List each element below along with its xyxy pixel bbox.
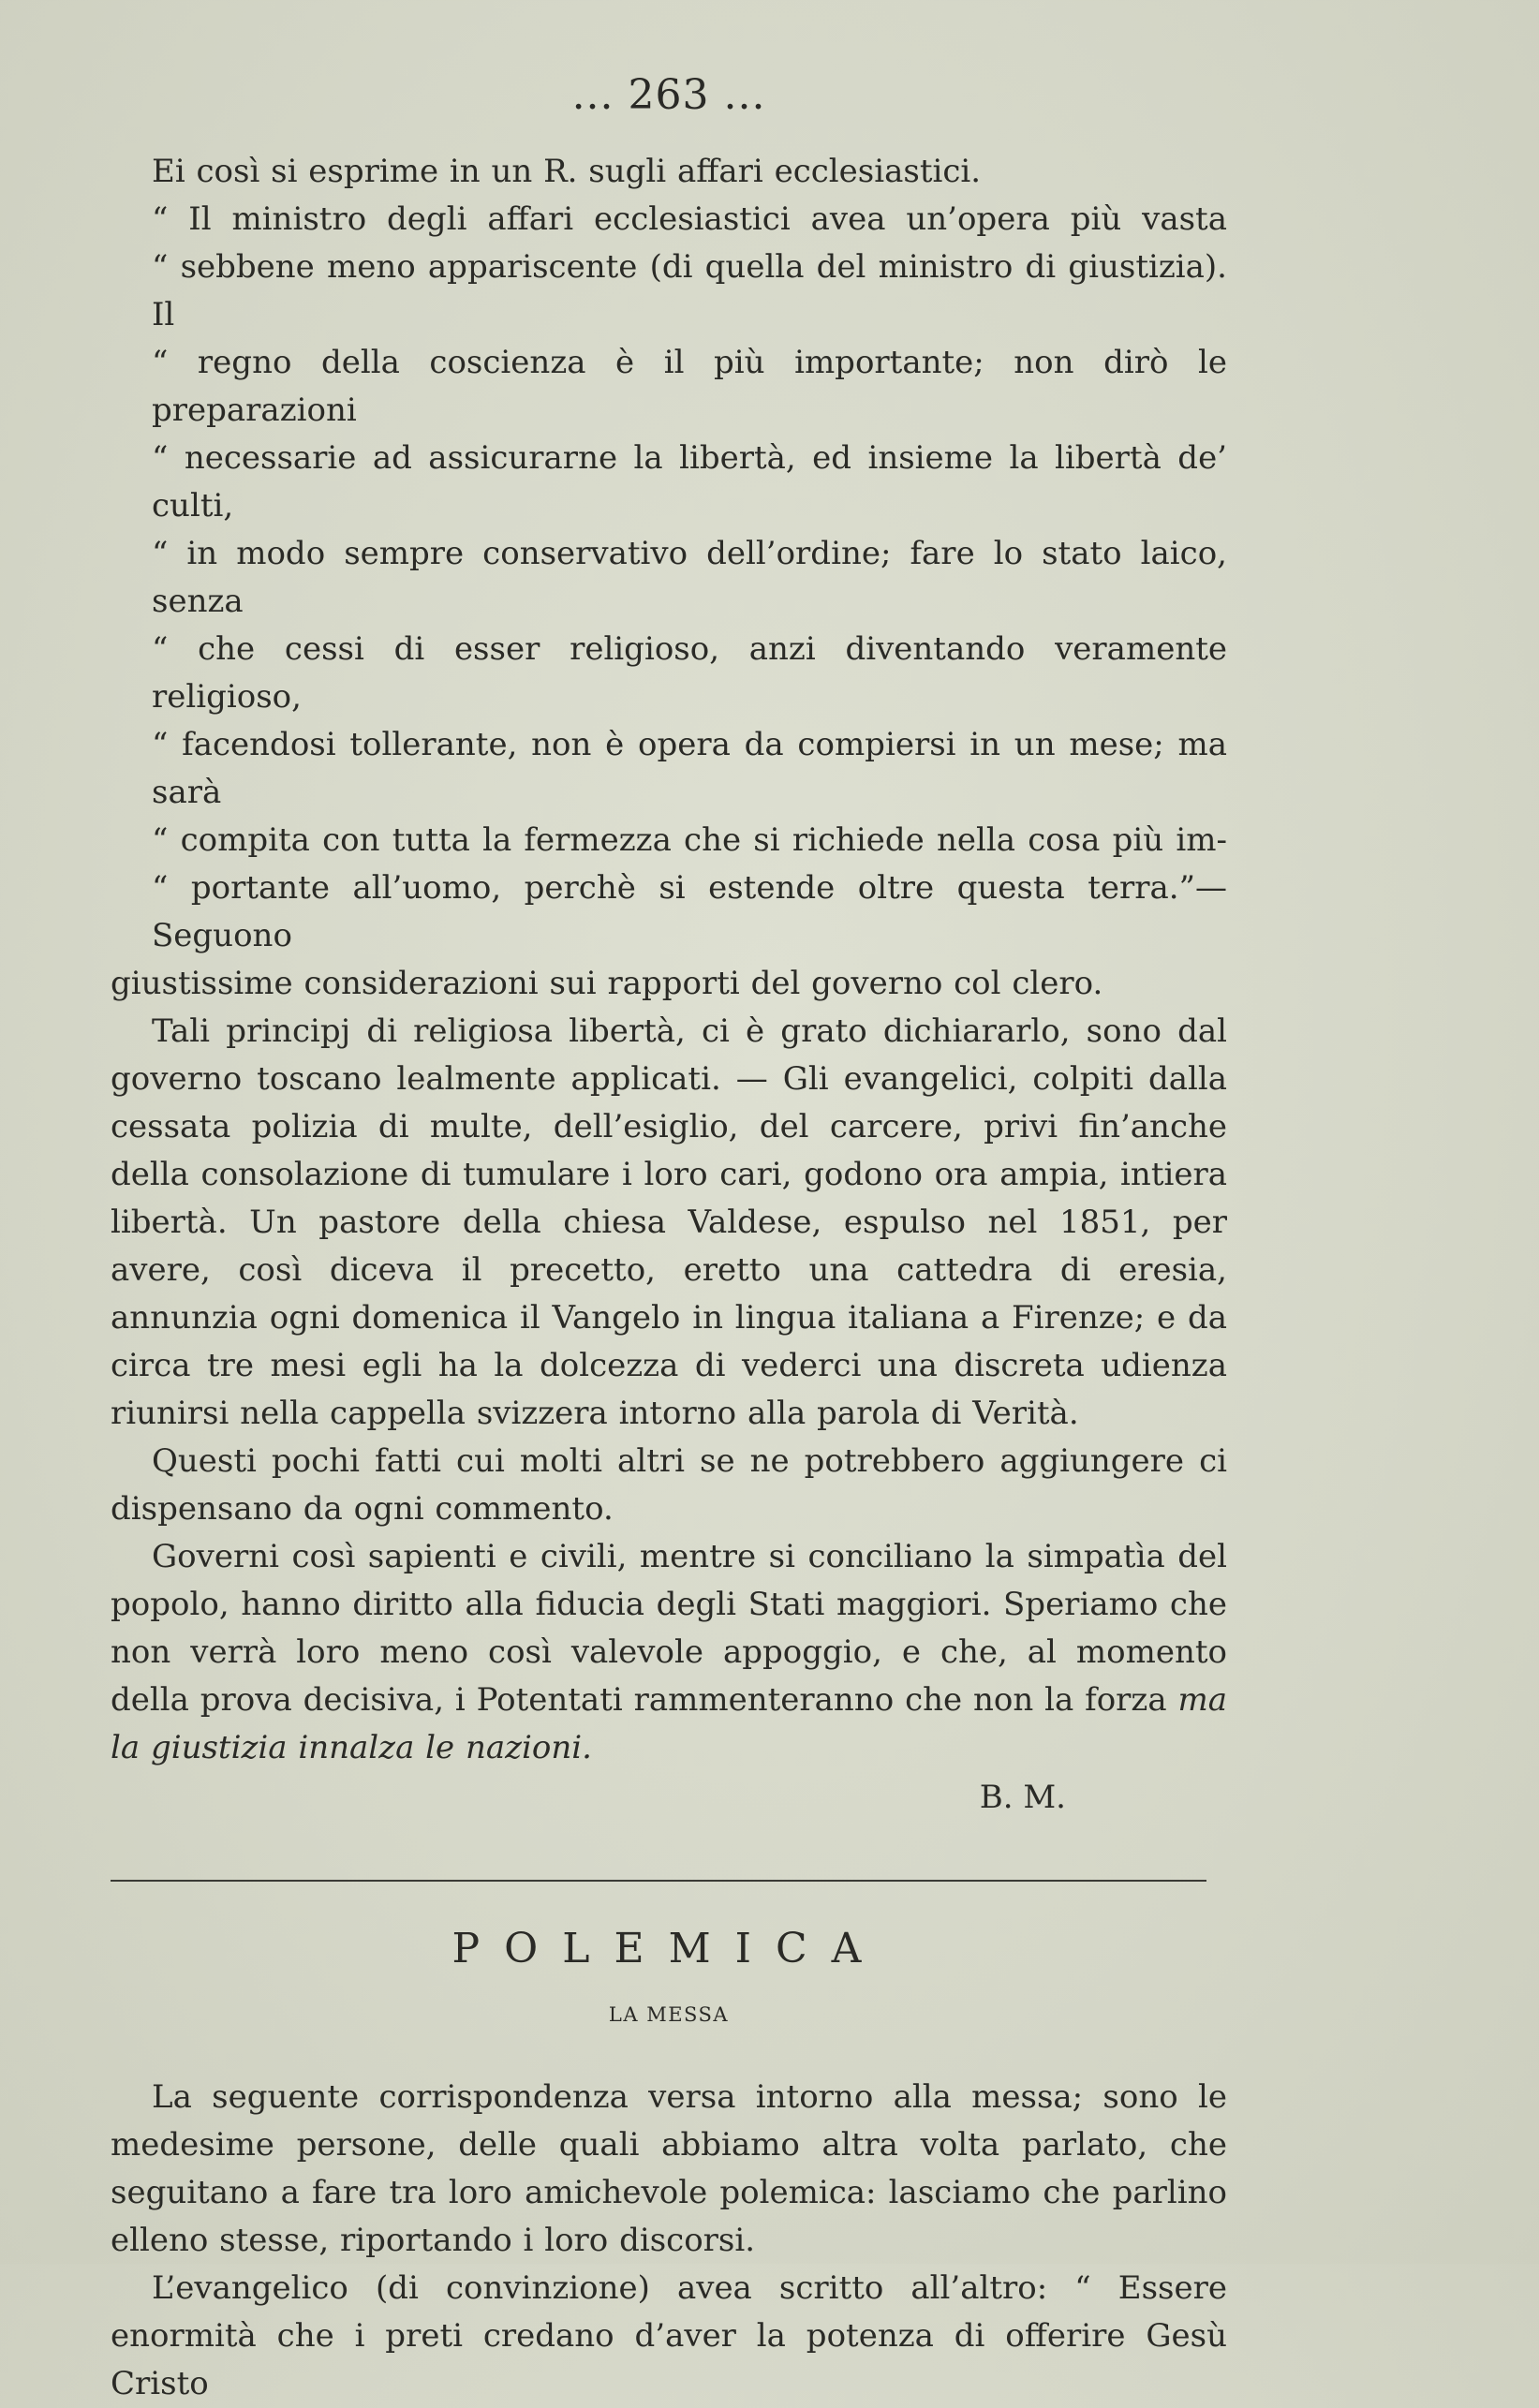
paragraph-correspondence: La seguente corrispondenza versa intorno alla messa; sono le medesime persone, delle quali abbiamo altra volta parlato, che seguitano a fare tra loro amichevole polemica: lasciamo che parlino elleno stesse, riportando i loro discorsi. <box>111 2078 1227 2259</box>
quote-line: “ portante all’uomo, perchè si estende oltre questa terra.”— Seguono <box>152 869 1227 954</box>
quote-line: “ necessarie ad assicurarne la libertà, ed insieme la libertà de’ culti, <box>152 439 1227 524</box>
quote-line: “ che cessi di esser religioso, anzi diventando veramente religioso, <box>152 630 1227 716</box>
quote-line: “ in modo sempre conservativo dell’ordine; fare lo stato laico, senza <box>152 535 1227 620</box>
paragraph-evangelico: L’evangelico (di convinzione) avea scritto all’altro: “ Essere enormità che i preti credano d’aver la potenza di offerire Gesù Cristo <box>111 2269 1227 2402</box>
page-number: ... 263 ... <box>571 71 766 119</box>
signature: B. M. <box>979 1779 1066 1816</box>
quote-line: “ sebbene meno appariscente (di quella del ministro di giustizia). Il <box>152 248 1227 333</box>
paragraph-intro: Ei così si esprime in un R. sugli affari ecclesiastici. <box>152 153 982 190</box>
paragraph-facts: Questi pochi fatti cui molti altri se ne potrebbero aggiungere ci dispensano da ogni commento. <box>111 1442 1227 1528</box>
quote-line: “ compita con tutta la fermezza che si richiede nella cosa più im- <box>152 821 1227 859</box>
section-subtitle: LA MESSA <box>608 2003 730 2026</box>
conclusion-italic: ma la giustizia innalza le nazioni. <box>111 1681 1227 1766</box>
quote-line: “ regno della coscienza è il più importante; non dirò le preparazioni <box>152 344 1227 429</box>
paragraph-conclusion <box>111 1533 1227 1772</box>
quotation-block <box>111 196 1227 1008</box>
paragraph-liberty: Tali principj di religiosa libertà, ci è grato dichiararlo, sono dal governo toscano lealmente applicati. — Gli evangelici, colpiti dalla cessata polizia di multe, dell’esiglio, del carcere, privi fin’anche della consolazione di tumulare i loro cari, godono ora ampia, intiera libertà. Un pastore della chiesa Valdese, espulso nel 1851, per avere, così diceva il precetto, eretto una cattedra di eresia, annunzia ogni domenica il Vangelo in lingua italiana a Firenze; e da circa tre mesi egli ha la dolcezza di vederci una discreta udienza riunirsi nella cappella svizzera intorno alla parola di Verità. <box>111 1012 1227 1432</box>
quote-line: “ facendosi tollerante, non è opera da compiersi in un mese; ma sarà <box>152 726 1227 811</box>
quote-continuation: giustissime considerazioni sui rapporti del governo col clero. <box>111 965 1103 1002</box>
conclusion-text: Governi così sapienti e civili, mentre si conciliano la simpatìa del popolo, hanno diritto alla fiducia degli Stati maggiori. Speriamo che non verrà loro meno così valevole appoggio, e che, al momento della prova decisiva, i Potentati rammenteranno che non la forza <box>111 1538 1227 1719</box>
document-page <box>111 71 1227 2408</box>
quote-line: “ Il ministro degli affari ecclesiastici avea un’opera più vasta <box>152 200 1227 238</box>
section-title: POLEMICA <box>451 1925 886 1972</box>
section-divider <box>111 1880 1206 1882</box>
